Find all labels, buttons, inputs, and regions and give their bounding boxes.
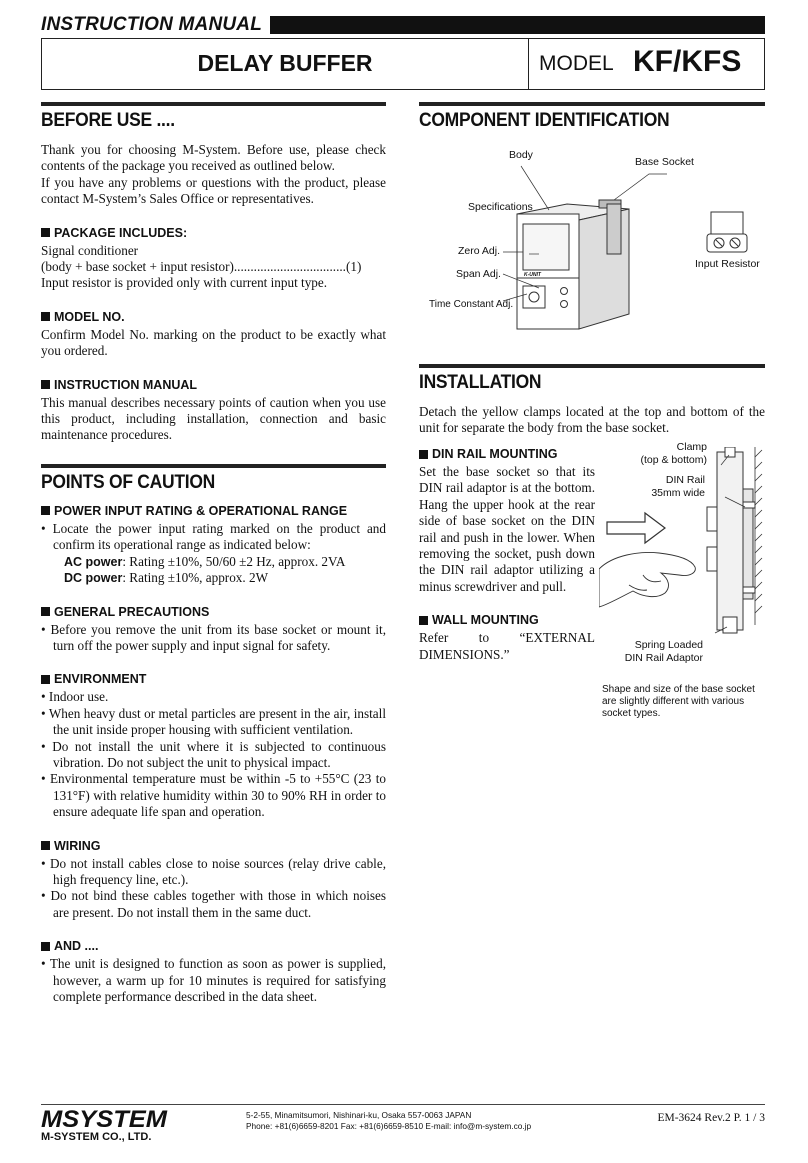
manual-heading: INSTRUCTION MANUAL	[41, 378, 386, 392]
list-item: • The unit is designed to function as soon as power is supplied, however, a warm up for 10 minutes is required for satisfying complete performance described in the data sheet.	[41, 956, 386, 1005]
din-heading: DIN RAIL MOUNTING	[419, 447, 595, 461]
label-time-constant-adj: Time Constant Adj.	[429, 299, 514, 310]
package-line-3: Input resistor is provided only with current input type.	[41, 275, 328, 291]
list-item: • Before you remove the unit from its base socket or mount it, turn off the power supply and input signal for safety.	[41, 622, 386, 655]
document-reference: EM-3624 Rev.2 P. 1 / 3	[657, 1112, 765, 1124]
square-bullet-icon	[419, 450, 428, 459]
package-line-2: (body + base socket + input resistor)..................................(1)	[41, 259, 362, 275]
list-item: • Do not install the unit where it is subjected to continuous vibration. Do not subject the unit to physical impact.	[41, 739, 386, 772]
company-name: M-SYSTEM CO., LTD.	[41, 1131, 152, 1143]
din-text: Set the base socket so that its DIN rail adaptor is at the bottom. Hang the upper hook at the rear side of base socket on the DIN rail and push in the lower. When removing the socket, push down the DIN rail adaptor utilizing a minus screwdriver and pull.	[419, 464, 595, 594]
label-spring-adaptor: DIN Rail Adaptor	[624, 652, 703, 664]
caution-heading: POINTS OF CAUTION	[41, 471, 215, 493]
square-bullet-icon	[41, 607, 50, 616]
label-spring: Spring Loaded	[634, 639, 703, 651]
installation-section	[419, 364, 765, 437]
before-use-intro: Thank you for choosing M-System. Before use, please check contents of the package you received as outlined below. If you have any problems or questions with the product, please contact M-System’s Sales Office or representatives.	[41, 142, 386, 207]
model-label: MODEL	[539, 52, 614, 75]
title-divider	[528, 39, 529, 89]
label-body: Body	[509, 149, 533, 161]
label-zero-adj: Zero Adj.	[458, 245, 501, 257]
square-bullet-icon	[41, 506, 50, 515]
general-heading: GENERAL PRECAUTIONS	[41, 605, 386, 619]
list-item: • Indoor use.	[41, 689, 386, 705]
label-din-rail-width: 35mm wide	[651, 487, 705, 499]
model-name: KF/KFS	[633, 45, 742, 78]
dc-rating: DC power: Rating ±10%, approx. 2W	[64, 570, 269, 586]
list-item: • Do not bind these cables together with those in which noises are present. Do not install them in the same duct.	[41, 888, 386, 921]
square-bullet-icon	[41, 380, 50, 389]
and-heading: AND ....	[41, 939, 386, 953]
before-use-heading: BEFORE USE ....	[41, 110, 175, 131]
header-bar	[270, 16, 765, 34]
list-item: • Do not install cables close to noise sources (relay drive cable, high frequency line, etc.).	[41, 856, 386, 889]
din-section	[419, 441, 765, 719]
square-bullet-icon	[419, 616, 428, 625]
model-no-text: Confirm Model No. marking on the product to be exactly what you ordered.	[41, 326, 386, 359]
label-clamp: Clamp	[676, 441, 707, 453]
model-no-heading: MODEL NO.	[41, 310, 386, 324]
square-bullet-icon	[41, 228, 50, 237]
wall-text: Refer to “EXTERNAL DIMENSIONS.”	[419, 630, 595, 662]
section-rule	[419, 102, 765, 106]
label-input-resistor: Input Resistor	[695, 258, 760, 270]
component-diagram	[419, 144, 765, 359]
title-box	[41, 38, 765, 90]
square-bullet-icon	[41, 312, 50, 321]
list-item: • Locate the power input rating marked on the product and confirm its operational range as indicated below:	[41, 521, 386, 554]
section-rule	[41, 464, 386, 468]
left-column	[41, 102, 386, 1005]
label-specifications: Specifications	[468, 201, 533, 213]
din-diagram	[599, 441, 765, 682]
section-rule	[41, 102, 386, 106]
label-span-adj: Span Adj.	[456, 268, 501, 280]
brand-mark: K-UNIT	[524, 272, 541, 278]
company-address: 5-2-55, Minamitsumori, Nishinari-ku, Osaka 557-0063 JAPAN Phone: +81(6)6659-8201 Fax: +81(6)6659-8510 E-mail: info@m-system.co.jp	[246, 1110, 532, 1131]
list-item: • Environmental temperature must be within -5 to +55°C (23 to 131°F) with relative humidity within 30 to 90% RH in order to ensure adequate life span and operation.	[41, 771, 386, 820]
section-rule	[419, 364, 765, 368]
ac-rating: AC power: Rating ±10%, 50/60 ±2 Hz, approx. 2VA	[64, 553, 346, 569]
label-clamp-sub: (top & bottom)	[640, 454, 707, 466]
list-item: • When heavy dust or metal particles are present in the air, install the unit inside proper housing with sufficient ventilation.	[41, 706, 386, 739]
svg-text:MSYSTEM: MSYSTEM	[41, 1108, 169, 1130]
wiring-heading: WIRING	[41, 839, 386, 853]
power-heading: POWER INPUT RATING & OPERATIONAL RANGE	[41, 504, 386, 518]
package-line-1: Signal conditioner	[41, 242, 139, 258]
square-bullet-icon	[41, 675, 50, 684]
package-heading: PACKAGE INCLUDES:	[41, 226, 386, 240]
msystem-logo	[41, 1108, 169, 1130]
square-bullet-icon	[41, 942, 50, 951]
square-bullet-icon	[41, 841, 50, 850]
components-heading: COMPONENT IDENTIFICATION	[419, 110, 670, 131]
right-column	[419, 102, 765, 719]
manual-text: This manual describes necessary points of caution when you use this product, including installation, connection and basic maintenance procedures.	[41, 394, 386, 443]
installation-heading: INSTALLATION	[419, 372, 542, 393]
wall-heading: WALL MOUNTING	[419, 613, 595, 627]
label-base-socket: Base Socket	[635, 156, 694, 168]
label-din-rail: DIN Rail	[665, 474, 705, 486]
environment-heading: ENVIRONMENT	[41, 672, 386, 686]
footer-rule	[41, 1104, 765, 1105]
socket-note: Shape and size of the base socket are slightly different with various socket types.	[602, 684, 755, 719]
installation-intro: Detach the yellow clamps located at the top and bottom of the unit for separate the body from the base socket.	[419, 404, 765, 436]
doc-title: DELAY BUFFER	[197, 50, 373, 76]
manual-label: INSTRUCTION MANUAL	[41, 14, 263, 35]
